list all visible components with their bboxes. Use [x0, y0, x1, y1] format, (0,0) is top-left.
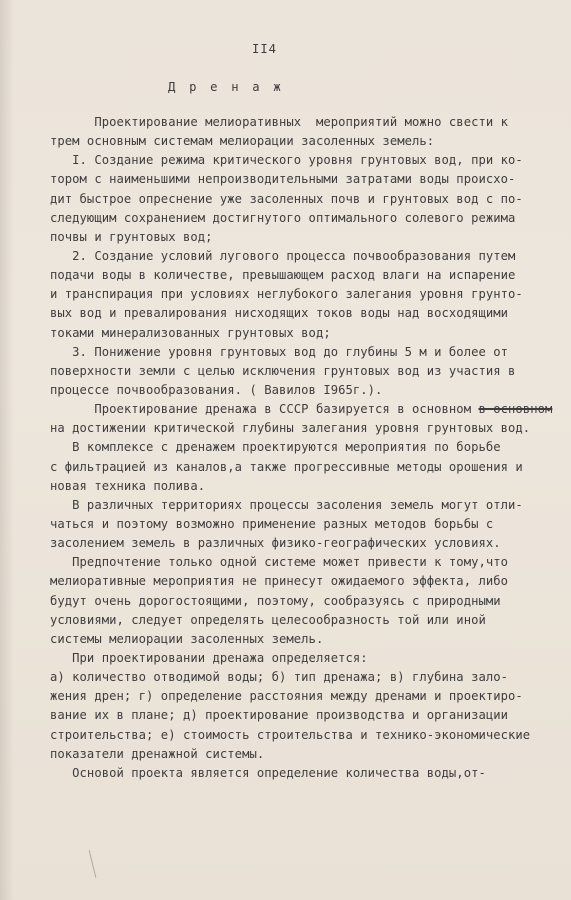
text-line	[50, 496, 565, 515]
line-text: Проектирование мелиоративных мероприятий можно свести к	[50, 115, 509, 129]
text-line	[50, 630, 565, 649]
text-line	[50, 649, 565, 668]
line-text: трем основным системам мелиорации засоленных земель:	[50, 134, 435, 149]
text-line	[50, 285, 565, 304]
pen-mark	[89, 850, 97, 877]
text-line	[50, 477, 565, 496]
text-line	[50, 324, 565, 343]
text-line	[50, 132, 565, 151]
text-line	[50, 400, 565, 419]
line-text: 2. Создание условий лугового процесса почвообразования путем	[50, 248, 516, 263]
text-line	[50, 362, 565, 381]
line-text: процессе почвообразования. ( Вавилов I965г.).	[50, 382, 383, 397]
text-line	[50, 745, 565, 764]
text-line	[50, 170, 565, 189]
text-line	[50, 553, 565, 572]
line-text: на достижении критической глубины залегания уровня грунтовых вод.	[50, 421, 531, 436]
line-text: строительства; е) стоимость строительства и технико-экономические	[50, 727, 531, 742]
line-text: условиями, следует определять целесообразность той или иной	[50, 612, 486, 627]
text-line	[50, 304, 565, 323]
body-text	[50, 113, 565, 783]
text-line	[50, 151, 565, 170]
line-text: дит быстрое опреснение уже засоленных почв и грунтовых вод с по-	[50, 191, 523, 206]
text-line	[50, 706, 565, 725]
text-line	[50, 726, 565, 745]
line-text: поверхности земли с целью исключения грунтовых вод из участия в	[50, 363, 516, 378]
line-text: а) количество отводимой воды; б) тип дренажа; в) глубина зало-	[50, 670, 509, 685]
section-title: Д р е н а ж	[168, 80, 284, 94]
line-text: Проектирование дренажа в СССР базируется в основном	[50, 402, 479, 417]
line-text: жения дрен; г) определение расстояния между дренами и проектиро-	[50, 689, 523, 704]
line-text: системы мелиорации засоленных земель.	[50, 631, 324, 646]
text-line	[50, 247, 565, 266]
text-line	[50, 764, 565, 783]
line-text: с фильтрацией из каналов,а также прогрессивные методы орошения и	[50, 459, 523, 474]
line-text: При проектировании дренажа определяется:	[50, 650, 368, 665]
text-line	[50, 534, 565, 553]
text-line	[50, 687, 565, 706]
line-text: токами минерализованных грунтовых вод;	[50, 325, 331, 340]
page-number: II4	[252, 42, 278, 56]
struck-text: в основном	[478, 402, 553, 417]
text-line	[50, 419, 565, 438]
line-text: будут очень дорогостоящими, поэтому, сообразуясь с природными	[50, 593, 501, 608]
text-line	[50, 515, 565, 534]
page-edge-shadow	[0, 0, 14, 900]
line-text: чаться и поэтому возможно применение разных методов борьбы с	[50, 516, 494, 531]
text-line	[50, 572, 565, 591]
line-text: почвы и грунтовых вод;	[50, 229, 213, 244]
line-text: засолением земель в различных физико-географических условиях.	[50, 536, 501, 551]
line-text: показатели дренажной системы.	[50, 746, 265, 761]
line-text: и транспирация при условиях неглубокого залегания уровня грунто-	[50, 287, 523, 302]
line-text: вых вод и превалирования нисходящих токов воды над восходящими	[50, 306, 509, 321]
text-line	[50, 190, 565, 209]
text-line	[50, 592, 565, 611]
text-line	[50, 381, 565, 400]
line-text: вание их в плане; д) проектирование производства и организации	[50, 708, 509, 723]
text-line	[50, 209, 565, 228]
line-text: I. Создание режима критического уровня грунтовых вод, при ко-	[50, 153, 523, 168]
line-text: подачи воды в количестве, превышающем расход влаги на испарение	[50, 268, 516, 283]
text-line	[50, 611, 565, 630]
text-line	[50, 228, 565, 247]
text-line	[50, 343, 565, 362]
line-text: следующим сохранением достигнутого оптимального солевого режима	[50, 210, 516, 225]
line-text: новая техника полива.	[50, 478, 206, 493]
line-text: В комплексе с дренажем проектируются мероприятия по борьбе	[50, 440, 501, 455]
text-line	[50, 113, 565, 132]
line-text: В различных территориях процессы засоления земель могут отли-	[50, 497, 523, 512]
line-text: мелиоративные мероприятия не принесут ожидаемого эффекта, либо	[50, 574, 509, 589]
text-line	[50, 438, 565, 457]
text-line	[50, 458, 565, 477]
line-text: Основой проекта является определение количества воды,от-	[50, 765, 486, 780]
line-text: Предпочтение только одной системе может привести к тому,что	[50, 555, 509, 570]
line-text: 3. Понижение уровня грунтовых вод до глубины 5 м и более от	[50, 344, 509, 359]
text-line	[50, 668, 565, 687]
line-text: тором с наименьшими непроизводительными затратами воды происхо-	[50, 172, 516, 187]
text-line	[50, 266, 565, 285]
